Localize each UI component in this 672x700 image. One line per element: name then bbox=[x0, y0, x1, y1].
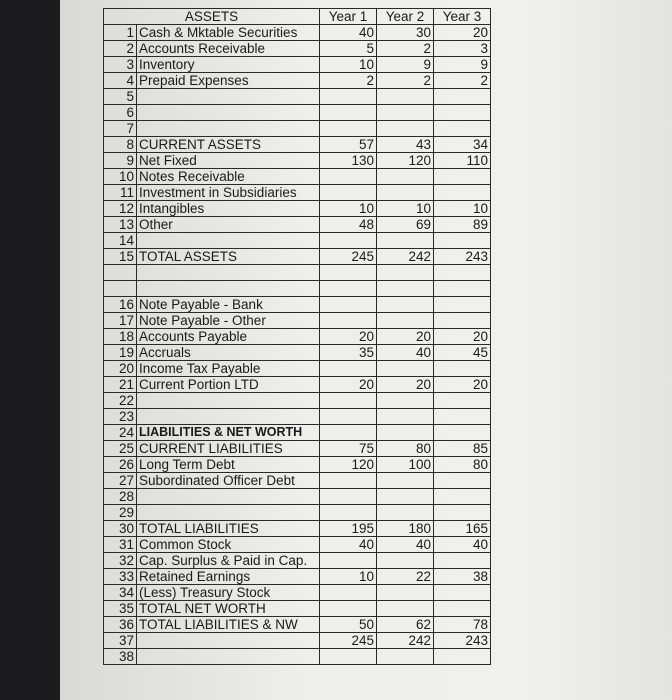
cell-year-3: 34 bbox=[434, 137, 491, 153]
row-label: Current Portion LTD bbox=[137, 377, 320, 393]
table-row bbox=[104, 137, 491, 153]
row-label: Cap. Surplus & Paid in Cap. bbox=[137, 553, 320, 569]
row-label: (Less) Treasury Stock bbox=[137, 585, 320, 601]
row-number: 34 bbox=[104, 585, 137, 601]
table-row bbox=[104, 105, 491, 121]
table-row bbox=[104, 361, 491, 377]
row-number: 35 bbox=[104, 601, 137, 617]
table-row bbox=[104, 377, 491, 393]
cell-year-1 bbox=[320, 553, 377, 569]
row-number: 9 bbox=[104, 153, 137, 169]
cell-year-1 bbox=[320, 89, 377, 105]
cell-year-2 bbox=[377, 601, 434, 617]
cell-year-2 bbox=[377, 585, 434, 601]
cell-year-2 bbox=[377, 473, 434, 489]
cell-year-1: 48 bbox=[320, 217, 377, 233]
cell-year-2: 40 bbox=[377, 345, 434, 361]
cell-year-3: 40 bbox=[434, 537, 491, 553]
row-number: 13 bbox=[104, 217, 137, 233]
row-label: Notes Receivable bbox=[137, 169, 320, 185]
cell-year-3: 3 bbox=[434, 41, 491, 57]
row-number: 32 bbox=[104, 553, 137, 569]
cell-year-2 bbox=[377, 425, 434, 441]
cell-year-1 bbox=[320, 105, 377, 121]
cell-year-3 bbox=[434, 553, 491, 569]
cell-year-2 bbox=[377, 121, 434, 137]
table-row bbox=[104, 409, 491, 425]
row-label: Note Payable - Other bbox=[137, 313, 320, 329]
cell-year-1 bbox=[320, 313, 377, 329]
row-label: Net Fixed bbox=[137, 153, 320, 169]
cell-year-3: 20 bbox=[434, 329, 491, 345]
row-label: Accruals bbox=[137, 345, 320, 361]
table-row bbox=[104, 617, 491, 633]
cell-year-2: 40 bbox=[377, 537, 434, 553]
row-label: CURRENT LIABILITIES bbox=[137, 441, 320, 457]
cell-year-3: 38 bbox=[434, 569, 491, 585]
row-number: 3 bbox=[104, 57, 137, 73]
cell-year-1: 245 bbox=[320, 249, 377, 265]
table-row bbox=[104, 249, 491, 265]
cell-year-2 bbox=[377, 297, 434, 313]
cell-year-2 bbox=[377, 233, 434, 249]
cell-year-1 bbox=[320, 649, 377, 665]
row-number: 37 bbox=[104, 633, 137, 649]
cell-year-3 bbox=[434, 585, 491, 601]
cell-year-1: 195 bbox=[320, 521, 377, 537]
row-number: 14 bbox=[104, 233, 137, 249]
cell-year-1: 245 bbox=[320, 633, 377, 649]
cell-year-3 bbox=[434, 425, 491, 441]
table-row bbox=[104, 521, 491, 537]
cell-year-2 bbox=[377, 185, 434, 201]
row-number: 26 bbox=[104, 457, 137, 473]
cell-year-3: 110 bbox=[434, 153, 491, 169]
row-label: Subordinated Officer Debt bbox=[137, 473, 320, 489]
table-row bbox=[104, 73, 491, 89]
cell-year-3: 89 bbox=[434, 217, 491, 233]
cell-year-2: 20 bbox=[377, 329, 434, 345]
row-number: 17 bbox=[104, 313, 137, 329]
table-row bbox=[104, 41, 491, 57]
cell-year-1: 10 bbox=[320, 569, 377, 585]
cell-year-1 bbox=[320, 265, 377, 281]
cell-year-1: 35 bbox=[320, 345, 377, 361]
cell-year-2 bbox=[377, 169, 434, 185]
table-row bbox=[104, 649, 491, 665]
assets-header: ASSETS bbox=[104, 9, 320, 25]
cell-year-1: 130 bbox=[320, 153, 377, 169]
cell-year-1 bbox=[320, 489, 377, 505]
cell-year-1: 10 bbox=[320, 201, 377, 217]
cell-year-1 bbox=[320, 169, 377, 185]
table-row bbox=[104, 169, 491, 185]
table-row bbox=[104, 569, 491, 585]
row-number: 6 bbox=[104, 105, 137, 121]
cell-year-3 bbox=[434, 313, 491, 329]
row-number: 25 bbox=[104, 441, 137, 457]
table-row bbox=[104, 185, 491, 201]
table-row bbox=[104, 121, 491, 137]
row-label bbox=[137, 409, 320, 425]
row-label: TOTAL NET WORTH bbox=[137, 601, 320, 617]
table-row bbox=[104, 345, 491, 361]
table-row bbox=[104, 265, 491, 281]
cell-year-2: 22 bbox=[377, 569, 434, 585]
cell-year-3 bbox=[434, 489, 491, 505]
table-row bbox=[104, 329, 491, 345]
cell-year-3 bbox=[434, 393, 491, 409]
row-number: 15 bbox=[104, 249, 137, 265]
row-number: 5 bbox=[104, 89, 137, 105]
table-row bbox=[104, 25, 491, 41]
row-label: Common Stock bbox=[137, 537, 320, 553]
row-label: Note Payable - Bank bbox=[137, 297, 320, 313]
row-label bbox=[137, 281, 320, 297]
row-label: LIABILITIES & NET WORTH bbox=[137, 425, 320, 441]
table-row bbox=[104, 233, 491, 249]
table-row bbox=[104, 297, 491, 313]
row-number bbox=[104, 281, 137, 297]
cell-year-2: 10 bbox=[377, 201, 434, 217]
cell-year-1: 20 bbox=[320, 377, 377, 393]
header-row bbox=[104, 9, 491, 25]
cell-year-2: 69 bbox=[377, 217, 434, 233]
cell-year-1 bbox=[320, 297, 377, 313]
balance-sheet-table bbox=[103, 8, 491, 665]
row-label bbox=[137, 265, 320, 281]
cell-year-3 bbox=[434, 649, 491, 665]
row-label: TOTAL ASSETS bbox=[137, 249, 320, 265]
row-number: 24 bbox=[104, 425, 137, 441]
row-label: Inventory bbox=[137, 57, 320, 73]
cell-year-3: 165 bbox=[434, 521, 491, 537]
row-number: 11 bbox=[104, 185, 137, 201]
row-number: 19 bbox=[104, 345, 137, 361]
table-row bbox=[104, 313, 491, 329]
row-label bbox=[137, 633, 320, 649]
col-header-year-3: Year 3 bbox=[434, 9, 491, 25]
cell-year-3: 2 bbox=[434, 73, 491, 89]
row-label bbox=[137, 393, 320, 409]
cell-year-2 bbox=[377, 553, 434, 569]
table-row bbox=[104, 153, 491, 169]
cell-year-3: 10 bbox=[434, 201, 491, 217]
row-label bbox=[137, 105, 320, 121]
cell-year-3: 45 bbox=[434, 345, 491, 361]
col-header-year-1: Year 1 bbox=[320, 9, 377, 25]
table-row bbox=[104, 281, 491, 297]
table-row bbox=[104, 201, 491, 217]
cell-year-3 bbox=[434, 473, 491, 489]
cell-year-2: 62 bbox=[377, 617, 434, 633]
cell-year-1: 5 bbox=[320, 41, 377, 57]
row-label: TOTAL LIABILITIES & NW bbox=[137, 617, 320, 633]
row-label: Other bbox=[137, 217, 320, 233]
row-number: 1 bbox=[104, 25, 137, 41]
row-number: 38 bbox=[104, 649, 137, 665]
cell-year-2 bbox=[377, 313, 434, 329]
row-label: Retained Earnings bbox=[137, 569, 320, 585]
cell-year-2 bbox=[377, 89, 434, 105]
cell-year-3: 20 bbox=[434, 377, 491, 393]
row-number: 27 bbox=[104, 473, 137, 489]
table-row bbox=[104, 457, 491, 473]
table-row bbox=[104, 57, 491, 73]
cell-year-1 bbox=[320, 121, 377, 137]
row-number bbox=[104, 265, 137, 281]
cell-year-2: 2 bbox=[377, 41, 434, 57]
cell-year-1: 75 bbox=[320, 441, 377, 457]
row-number: 30 bbox=[104, 521, 137, 537]
row-label bbox=[137, 489, 320, 505]
cell-year-1 bbox=[320, 281, 377, 297]
cell-year-1 bbox=[320, 409, 377, 425]
row-number: 22 bbox=[104, 393, 137, 409]
cell-year-2: 180 bbox=[377, 521, 434, 537]
row-number: 12 bbox=[104, 201, 137, 217]
table-row bbox=[104, 489, 491, 505]
cell-year-1 bbox=[320, 505, 377, 521]
cell-year-2: 43 bbox=[377, 137, 434, 153]
row-label: Investment in Subsidiaries bbox=[137, 185, 320, 201]
cell-year-1 bbox=[320, 473, 377, 489]
row-label: CURRENT ASSETS bbox=[137, 137, 320, 153]
row-number: 36 bbox=[104, 617, 137, 633]
cell-year-1: 120 bbox=[320, 457, 377, 473]
cell-year-2: 120 bbox=[377, 153, 434, 169]
cell-year-2: 2 bbox=[377, 73, 434, 89]
row-label: Accounts Receivable bbox=[137, 41, 320, 57]
cell-year-3: 20 bbox=[434, 25, 491, 41]
row-number: 10 bbox=[104, 169, 137, 185]
cell-year-1 bbox=[320, 585, 377, 601]
cell-year-3: 243 bbox=[434, 633, 491, 649]
cell-year-2: 20 bbox=[377, 377, 434, 393]
table-row bbox=[104, 633, 491, 649]
row-label: TOTAL LIABILITIES bbox=[137, 521, 320, 537]
row-number: 21 bbox=[104, 377, 137, 393]
row-label: Cash & Mktable Securities bbox=[137, 25, 320, 41]
cell-year-3: 80 bbox=[434, 457, 491, 473]
cell-year-2: 242 bbox=[377, 249, 434, 265]
row-number: 20 bbox=[104, 361, 137, 377]
row-label: Accounts Payable bbox=[137, 329, 320, 345]
cell-year-2: 9 bbox=[377, 57, 434, 73]
cell-year-3 bbox=[434, 361, 491, 377]
cell-year-2: 30 bbox=[377, 25, 434, 41]
cell-year-3 bbox=[434, 169, 491, 185]
cell-year-3 bbox=[434, 409, 491, 425]
cell-year-1 bbox=[320, 425, 377, 441]
table-row bbox=[104, 425, 491, 441]
cell-year-3 bbox=[434, 105, 491, 121]
row-number: 28 bbox=[104, 489, 137, 505]
row-label: Intangibles bbox=[137, 201, 320, 217]
row-label bbox=[137, 89, 320, 105]
row-number: 23 bbox=[104, 409, 137, 425]
cell-year-3 bbox=[434, 505, 491, 521]
cell-year-1: 2 bbox=[320, 73, 377, 89]
table-row bbox=[104, 553, 491, 569]
row-label bbox=[137, 233, 320, 249]
row-label: Long Term Debt bbox=[137, 457, 320, 473]
cell-year-1: 10 bbox=[320, 57, 377, 73]
cell-year-2: 242 bbox=[377, 633, 434, 649]
cell-year-1 bbox=[320, 361, 377, 377]
cell-year-2 bbox=[377, 265, 434, 281]
row-number: 18 bbox=[104, 329, 137, 345]
cell-year-1 bbox=[320, 185, 377, 201]
row-number: 8 bbox=[104, 137, 137, 153]
cell-year-3 bbox=[434, 121, 491, 137]
table-row bbox=[104, 601, 491, 617]
row-label bbox=[137, 121, 320, 137]
cell-year-2 bbox=[377, 393, 434, 409]
table-row bbox=[104, 585, 491, 601]
row-number: 16 bbox=[104, 297, 137, 313]
col-header-year-2: Year 2 bbox=[377, 9, 434, 25]
cell-year-3: 78 bbox=[434, 617, 491, 633]
row-number: 33 bbox=[104, 569, 137, 585]
row-number: 7 bbox=[104, 121, 137, 137]
cell-year-2 bbox=[377, 105, 434, 121]
table-row bbox=[104, 441, 491, 457]
row-number: 2 bbox=[104, 41, 137, 57]
cell-year-1 bbox=[320, 233, 377, 249]
row-label: Income Tax Payable bbox=[137, 361, 320, 377]
cell-year-3 bbox=[434, 297, 491, 313]
cell-year-3 bbox=[434, 89, 491, 105]
cell-year-3: 85 bbox=[434, 441, 491, 457]
row-label bbox=[137, 649, 320, 665]
table-row bbox=[104, 473, 491, 489]
table-row bbox=[104, 393, 491, 409]
cell-year-3 bbox=[434, 185, 491, 201]
cell-year-3 bbox=[434, 233, 491, 249]
cell-year-1 bbox=[320, 393, 377, 409]
row-label: Prepaid Expenses bbox=[137, 73, 320, 89]
cell-year-2: 80 bbox=[377, 441, 434, 457]
cell-year-3 bbox=[434, 265, 491, 281]
cell-year-1: 50 bbox=[320, 617, 377, 633]
cell-year-2 bbox=[377, 409, 434, 425]
row-number: 31 bbox=[104, 537, 137, 553]
table-row bbox=[104, 505, 491, 521]
row-number: 29 bbox=[104, 505, 137, 521]
cell-year-1: 57 bbox=[320, 137, 377, 153]
cell-year-2 bbox=[377, 281, 434, 297]
cell-year-2 bbox=[377, 649, 434, 665]
cell-year-1: 40 bbox=[320, 25, 377, 41]
table-row bbox=[104, 89, 491, 105]
cell-year-3 bbox=[434, 601, 491, 617]
cell-year-1: 40 bbox=[320, 537, 377, 553]
cell-year-1: 20 bbox=[320, 329, 377, 345]
cell-year-2 bbox=[377, 489, 434, 505]
cell-year-2 bbox=[377, 361, 434, 377]
cell-year-2: 100 bbox=[377, 457, 434, 473]
table-row bbox=[104, 537, 491, 553]
cell-year-3 bbox=[434, 281, 491, 297]
row-number: 4 bbox=[104, 73, 137, 89]
cell-year-2 bbox=[377, 505, 434, 521]
cell-year-1 bbox=[320, 601, 377, 617]
row-label bbox=[137, 505, 320, 521]
table-row bbox=[104, 217, 491, 233]
cell-year-3: 243 bbox=[434, 249, 491, 265]
cell-year-3: 9 bbox=[434, 57, 491, 73]
